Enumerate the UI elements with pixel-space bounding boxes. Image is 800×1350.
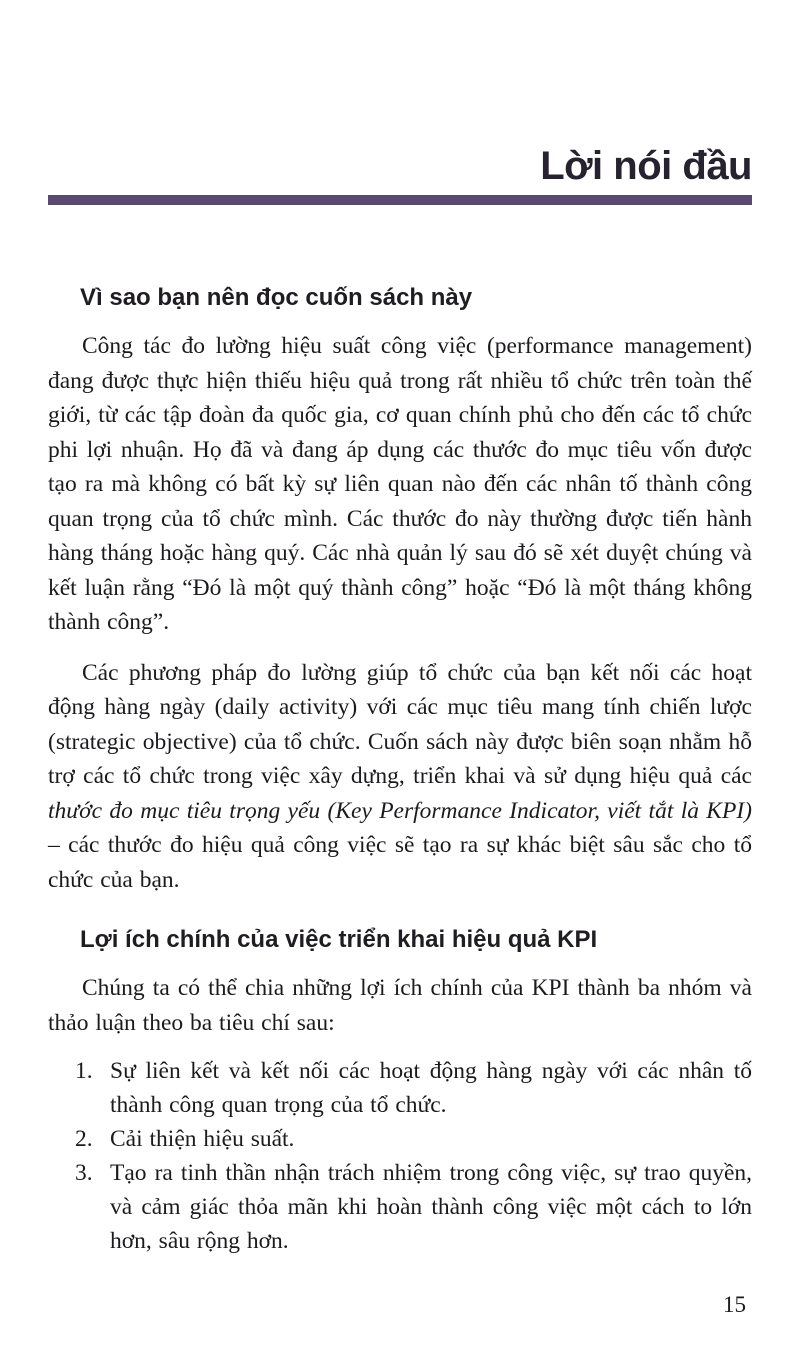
chapter-title: Lời nói đầu: [540, 144, 752, 188]
benefits-list: [48, 1054, 752, 1258]
list-item-2-number: 2.: [75, 1126, 93, 1152]
list-item-2: [75, 1122, 752, 1156]
section-heading-why-read: Vì sao bạn nên đọc cuốn sách này: [80, 284, 473, 311]
paragraph-kpi-definition-tail: – các thước đo hiệu quả công việc sẽ tạo ra sự khác biệt sâu sắc cho tổ chức của bạn.: [48, 832, 752, 893]
list-item-1-number: 1.: [75, 1058, 93, 1084]
list-item-3-text: Tạo ra tinh thần nhận trách nhiệm trong công việc, sự trao quyền, và cảm giác thỏa mãn khi hoàn thành công việc một cách to lớn hơn, sâu rộng hơn.: [110, 1160, 752, 1254]
list-item-1-text: Sự liên kết và kết nối các hoạt động hàng ngày với các nhân tố thành công quan trọng của tổ chức.: [110, 1058, 752, 1118]
list-item-3: [75, 1156, 752, 1258]
section-heading-kpi-benefits: Lợi ích chính của việc triển khai hiệu quả KPI: [80, 926, 598, 953]
paragraph-benefits-intro: Chúng ta có thể chia những lợi ích chính của KPI thành ba nhóm và thảo luận theo ba tiêu chí sau:: [48, 975, 752, 1036]
paragraph-performance-measurement: Công tác đo lường hiệu suất công việc (performance management) đang được thực hiện thiếu hiệu quả trong rất nhiều tổ chức trên toàn thế giới, từ các tập đoàn đa quốc gia, cơ quan chính phủ cho đến các tổ chức phi lợi nhuận. Họ đã và đang áp dụng các thước đo mục tiêu vốn được tạo ra mà không có bất kỳ sự liên quan nào đến các nhân tố thành công quan trọng của tổ chức mình. Các thước đo này thường được tiến hành hàng tháng hoặc hàng quý. Các nhà quản lý sau đó sẽ xét duyệt chúng và kết luận rằng “Đó là một quý thành công” hoặc “Đó là một tháng không thành công”.: [48, 333, 752, 635]
paragraph-kpi-definition-italic: thước đo mục tiêu trọng yếu (Key Performance Indicator, viết tắt là KPI): [48, 797, 752, 824]
paragraph-kpi-definition-lead: Các phương pháp đo lường giúp tổ chức của bạn kết nối các hoạt động hàng ngày (daily activity) với các mục tiêu mang tính chiến lược (strategic objective) của tổ chức. Cuốn sách này được biên soạn nhằm hỗ trợ các tổ chức trong việc xây dựng, triển khai và sử dụng hiệu quả các: [48, 659, 752, 789]
list-item-2-text: Cải thiện hiệu suất.: [110, 1126, 295, 1152]
chapter-header: [48, 0, 752, 205]
list-item-3-number: 3.: [75, 1160, 93, 1186]
page-number: 15: [723, 1292, 746, 1317]
title-rule: [48, 195, 752, 205]
paragraph-kpi-definition: [48, 656, 752, 898]
list-item-1: [75, 1054, 752, 1122]
